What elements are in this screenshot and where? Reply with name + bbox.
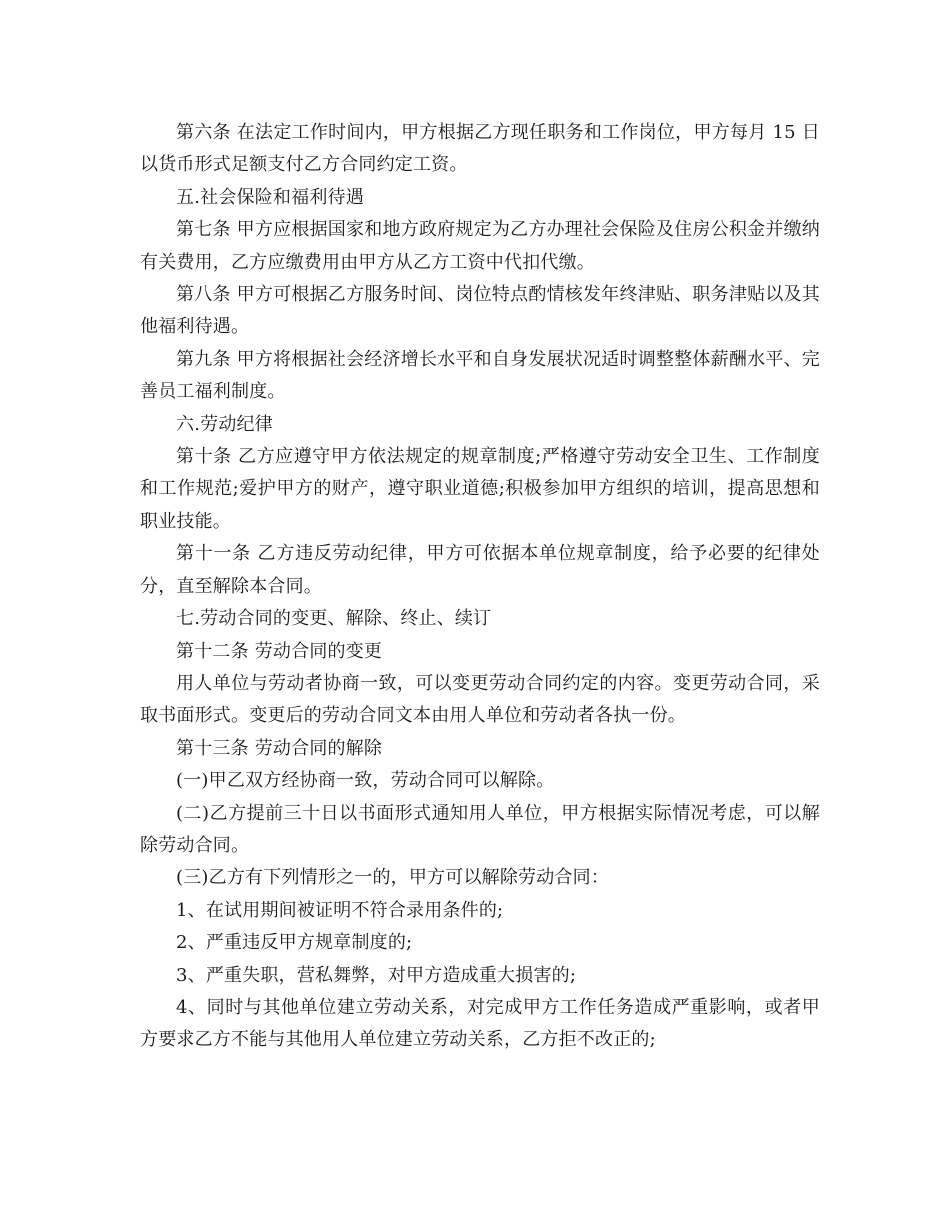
section-6-heading: 六.劳动纪律 bbox=[176, 413, 273, 435]
article-9-paragraph: 第九条 甲方将根据社会经济增长水平和自身发展状况适时调整整体薪酬水平、完善员工福利制度。 bbox=[140, 348, 820, 403]
list-item: 3、严重失职，营私舞弊，对甲方造成重大损害的; bbox=[176, 964, 577, 986]
document-body bbox=[140, 117, 820, 1057]
clause-3-paragraph: (三)乙方有下列情形之一的，甲方可以解除劳动合同： bbox=[176, 867, 610, 889]
list-item: 1、在试用期间被证明不符合录用条件的; bbox=[176, 899, 504, 921]
list-item: 2、严重违反甲方规章制度的; bbox=[176, 932, 413, 954]
section-7-heading: 七.劳动合同的变更、解除、终止、续订 bbox=[176, 608, 492, 630]
clause-1-paragraph: (一)甲乙双方经协商一致，劳动合同可以解除。 bbox=[176, 770, 555, 792]
article-6-paragraph: 第六条 在法定工作时间内，甲方根据乙方现任职务和工作岗位，甲方每月 15 日以货币形式足额支付乙方合同约定工资。 bbox=[140, 122, 820, 176]
article-11-paragraph: 第十一条 乙方违反劳动纪律，甲方可依据本单位规章制度，给予必要的纪律处分，直至解除本合同。 bbox=[140, 543, 820, 597]
article-13-heading: 第十三条 劳动合同的解除 bbox=[176, 737, 383, 759]
article-10-paragraph: 第十条 乙方应遵守甲方依法规定的规章制度;严格遵守劳动安全卫生、工作制度和工作规范;爱护甲方的财产，遵守职业道德;积极参加甲方组织的培训，提高思想和职业技能。 bbox=[140, 446, 820, 532]
article-12-paragraph: 用人单位与劳动者协商一致，可以变更劳动合同约定的内容。变更劳动合同，采取书面形式。变更后的劳动合同文本由用人单位和劳动者各执一份。 bbox=[140, 672, 820, 727]
clause-2-paragraph: (二)乙方提前三十日以书面形式通知用人单位，甲方根据实际情况考虑，可以解除劳动合同。 bbox=[140, 802, 820, 856]
section-5-heading: 五.社会保险和福利待遇 bbox=[176, 186, 364, 208]
article-8-paragraph: 第八条 甲方可根据乙方服务时间、岗位特点酌情核发年终津贴、职务津贴以及其他福利待遇。 bbox=[140, 284, 820, 338]
list-item: 4、同时与其他单位建立劳动关系，对完成甲方工作任务造成严重影响，或者甲方要求乙方不能与其他用人单位建立劳动关系，乙方拒不改正的; bbox=[140, 996, 820, 1051]
article-12-heading: 第十二条 劳动合同的变更 bbox=[176, 640, 383, 662]
article-7-paragraph: 第七条 甲方应根据国家和地方政府规定为乙方办理社会保险及住房公积金并缴纳有关费用，乙方应缴费用由甲方从乙方工资中代扣代缴。 bbox=[140, 219, 820, 273]
